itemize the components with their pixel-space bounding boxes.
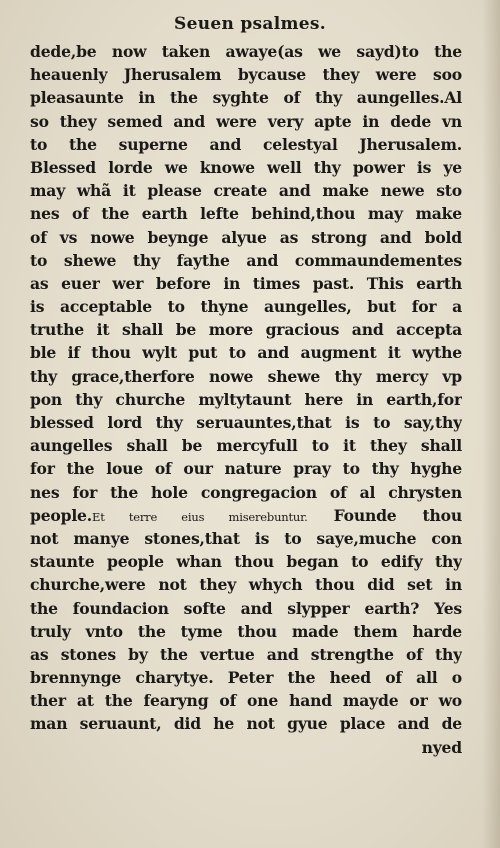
- text-line: churche,were not they whych thou did set in: [30, 575, 462, 595]
- text-line: man seruaunt, did he not gyue place and de: [30, 714, 462, 734]
- text-segment: Founde thou: [307, 505, 462, 525]
- text-line: to the superne and celestyal Jherusalem.: [30, 134, 462, 154]
- latin-quotation: Et terre eius miserebuntur.: [92, 509, 308, 524]
- text-line: aungelles shall be mercyfull to it they shall: [30, 436, 462, 456]
- text-line: truly vnto the tyme thou made them harde: [30, 621, 462, 641]
- text-line: so they semed and were very apte in dede vn: [30, 111, 462, 131]
- text-line: as stones by the vertue and strengthe of thy: [30, 644, 462, 664]
- text-line: is acceptable to thyne aungelles, but for a: [30, 297, 462, 317]
- text-line: heauenly Jherusalem bycause they were soo: [30, 65, 462, 85]
- text-line: as euer wer before in times past. This earth: [30, 273, 462, 293]
- text-segment: people.: [30, 505, 93, 525]
- text-line: nes for the hole congregacion of al chrysten: [30, 482, 462, 502]
- text-line: staunte people whan thou began to edify thy: [30, 552, 462, 572]
- text-line: ther at the fearyng of one hand mayde or wo: [30, 691, 462, 711]
- text-line: nes of the earth lefte behind,thou may make: [30, 204, 462, 224]
- text-line: blessed lord thy seruauntes,that is to say,thy: [30, 413, 462, 432]
- text-line: brennynge charytye. Peter the heed of all o: [30, 668, 462, 688]
- text-line: pon thy churche myltytaunt here in earth,for: [30, 389, 462, 409]
- text-line: dede,be now taken awaye(as we sayd)to the: [30, 42, 462, 61]
- text-line: for the loue of our nature pray to thy hyghe: [30, 459, 462, 479]
- text-line: to shewe thy faythe and commaundementes: [30, 250, 462, 270]
- text-line: truthe it shall be more gracious and accepta: [30, 320, 462, 340]
- body-text: [30, 40, 462, 759]
- text-line: the foundacion softe and slypper earth? Yes: [30, 598, 462, 618]
- text-line: nyed: [421, 737, 462, 757]
- text-line: ble if thou wylt put to and augment it wythe: [30, 343, 462, 363]
- text-line: [30, 504, 462, 527]
- text-line: may whã it please create and make newe sto: [30, 181, 462, 201]
- page-fold-shadow: [482, 0, 500, 848]
- text-line: pleasaunte in the syghte of thy aungelles.Al: [30, 88, 462, 108]
- text-line: of vs nowe beynge alyue as strong and bold: [30, 227, 462, 247]
- running-header: Seuen psalmes.: [174, 14, 326, 34]
- text-line: not manye stones,that is to saye,muche con: [30, 528, 462, 548]
- text-line: Blessed lorde we knowe well thy power is ye: [30, 157, 462, 177]
- text-line: thy grace,therfore nowe shewe thy mercy vp: [30, 366, 462, 386]
